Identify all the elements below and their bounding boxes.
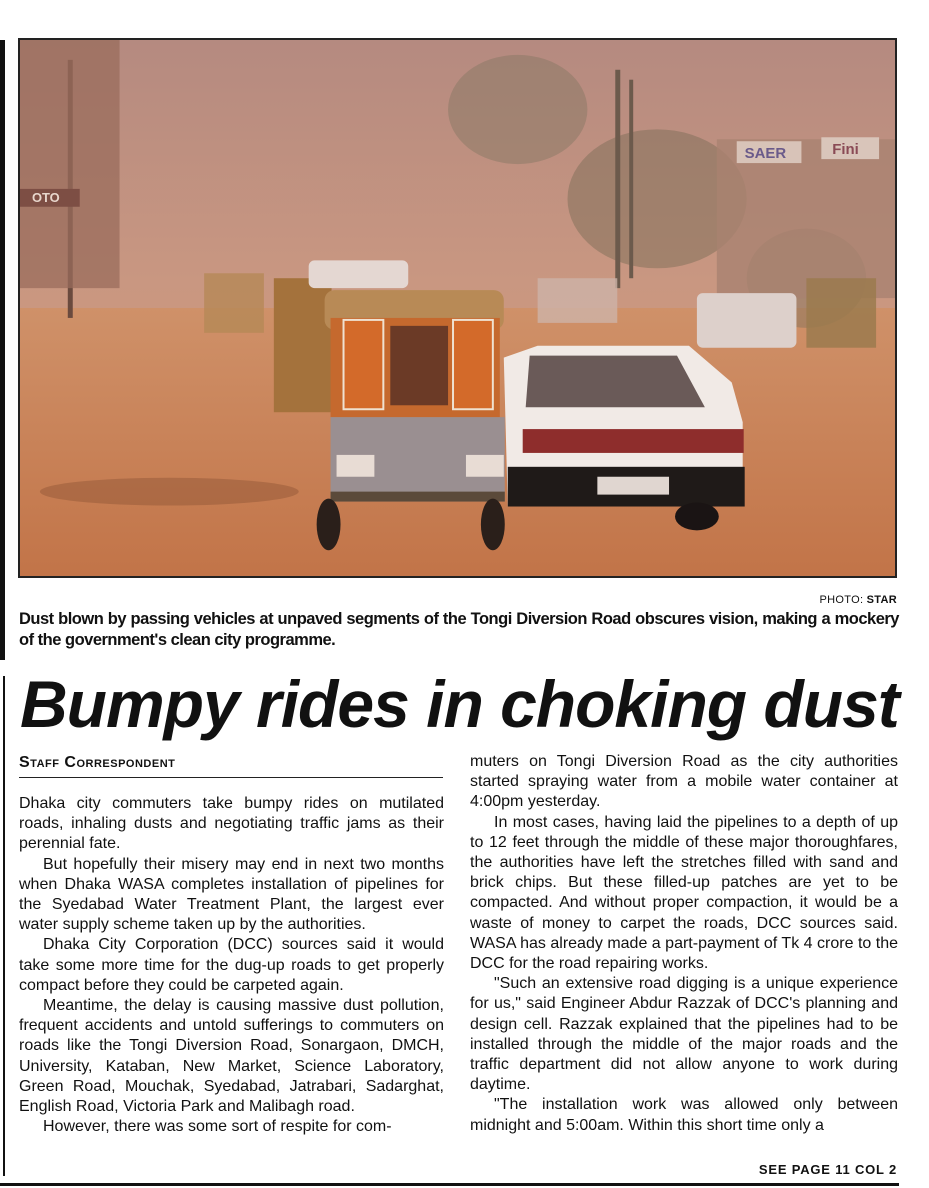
sign-saer: SAER: [744, 146, 787, 163]
photo-caption: Dust blown by passing vehicles at unpaved segments of the Tongi Diversion Road obscures vision, making a mockery of the government's clean city programme.: [19, 610, 899, 649]
paragraph: In most cases, having laid the pipelines to a depth of up to 12 feet through the middle of these major thoroughfares, the authorities have left the stretches filled with sand and brick chips. But these filled-up patches are yet to be compacted. And without proper compaction, it would be a waste of money to carpet the roads, DCC sources said. WASA has already made a part-payment of Tk 4 crore to the DCC for the road repairing works.: [470, 813, 898, 973]
photo-credit-prefix: PHOTO:: [819, 594, 864, 606]
paragraph: Meantime, the delay is causing massive dust pollution, frequent accidents and untold sufferings to commuters on roads like the Tongi Diversion Road, Sonargaon, DMCH, University, Kataban, New Market, Science Laboratory, Green Road, Mouchak, Syedabad, Jatrabari, Sadarghat, English Road, Victoria Park and Malibagh road.: [19, 997, 444, 1116]
news-photo: [18, 38, 897, 578]
left-margin-rule-lower: [3, 676, 5, 1176]
paragraph: "Such an extensive road digging is a unique experience for us," said Engineer Abdur Razzak of DCC's planning and design cell. Razzak explained that the pipelines had to be installed through the middle of the major roads and the traffic department did not allow anyone to work during daytime.: [470, 975, 898, 1094]
paragraph: However, there was some sort of respite for com-: [43, 1118, 392, 1136]
paragraph: But hopefully their misery may end in next two months when Dhaka WASA completes installation of pipelines for the Syedabad Water Treatment Plant, the largest ever water supply scheme taken up by the authorities.: [19, 855, 444, 934]
headline: Bumpy rides in choking dust: [20, 667, 899, 741]
dusty-road-illustration: [20, 40, 895, 576]
byline: Staff Correspondent: [19, 754, 443, 778]
left-margin-rule: [0, 40, 5, 660]
paragraph: "The installation work was allowed only between midnight and 5:00am. Within this short time only a: [470, 1096, 898, 1134]
paragraph: Dhaka city commuters take bumpy rides on mutilated roads, inhaling dusts and negotiating traffic jams as their perennial fate.: [19, 795, 444, 853]
photo-credit: [820, 594, 897, 606]
photo-credit-source: STAR: [866, 594, 897, 606]
article-column-1: [19, 794, 444, 1137]
sign-oto: OTO: [31, 189, 60, 205]
jump-line: SEE PAGE 11 COL 2: [758, 1162, 897, 1177]
article-column-2: [470, 752, 898, 1136]
sign-fini: Fini: [832, 142, 859, 159]
paragraph: muters on Tongi Diversion Road as the city authorities started spraying water from a mobile water container at 4:00pm yesterday.: [470, 753, 898, 811]
paragraph: Dhaka City Corporation (DCC) sources said it would take some more time for the dug-up roads to get properly compact before they could be carpeted again.: [19, 936, 444, 994]
bottom-rule: [0, 1183, 899, 1186]
